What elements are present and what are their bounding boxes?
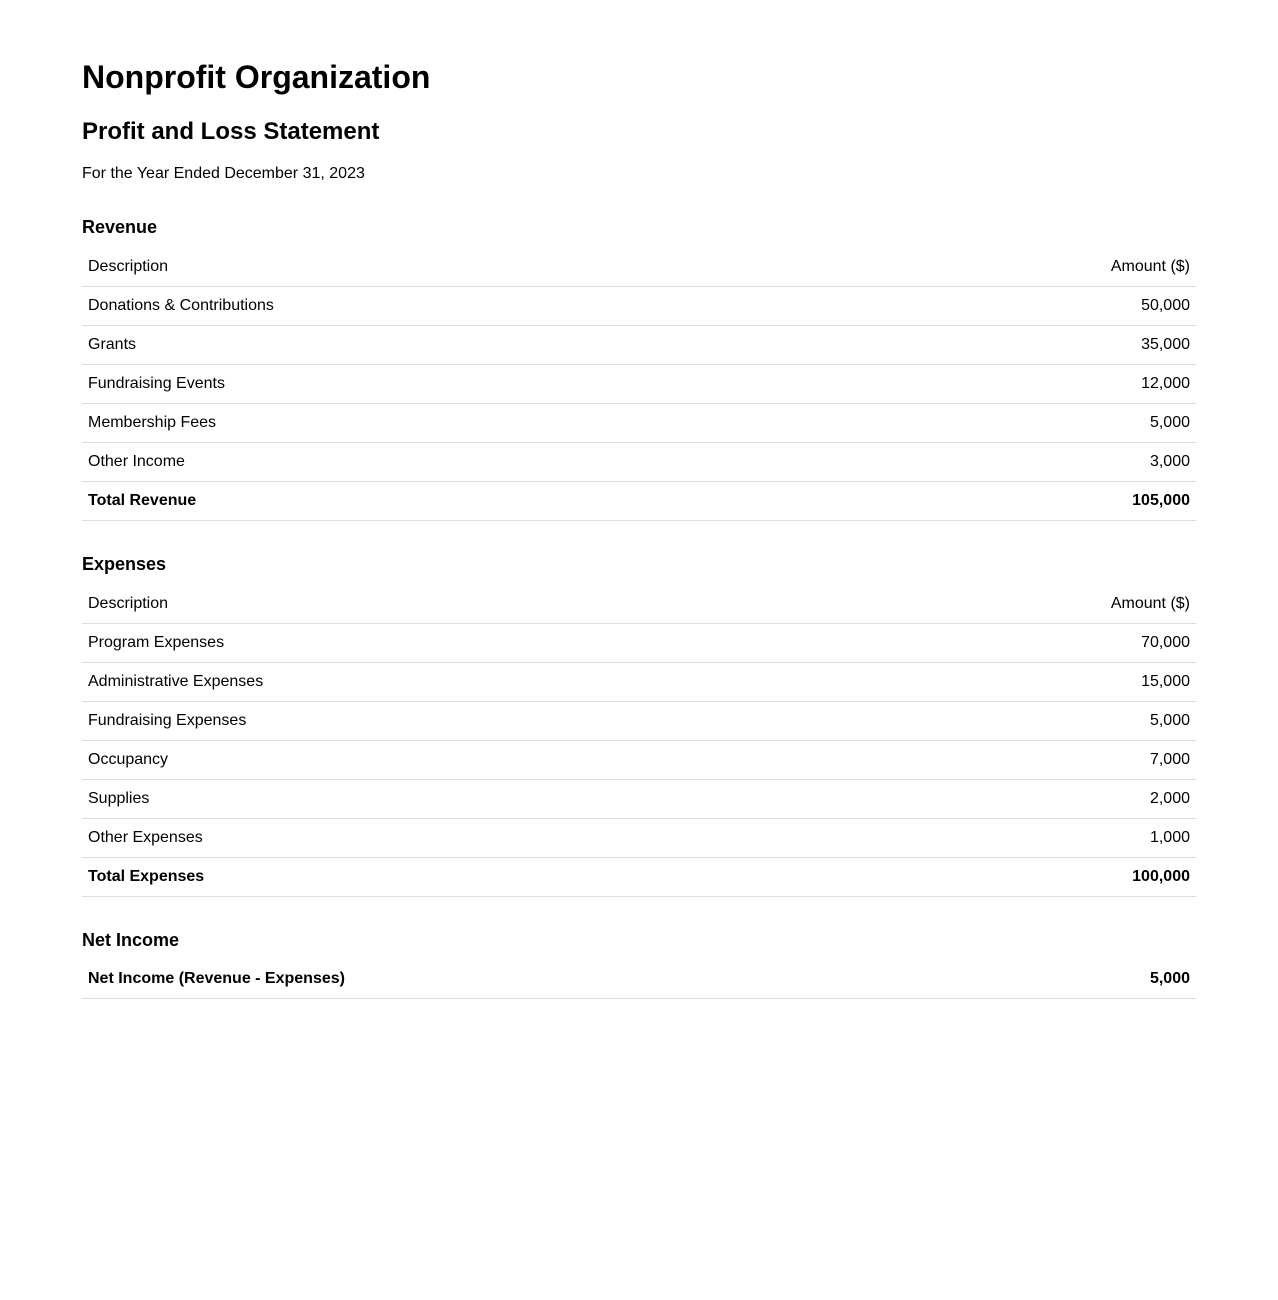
description-cell: Description xyxy=(82,248,845,287)
revenue-table xyxy=(82,248,1196,521)
table-row xyxy=(82,663,1196,702)
table-row xyxy=(82,624,1196,663)
amount-cell: 70,000 xyxy=(831,624,1196,663)
expenses-heading: Expenses xyxy=(82,554,167,574)
amount-cell: 50,000 xyxy=(845,287,1196,326)
amount-cell: 105,000 xyxy=(845,482,1196,521)
table-header-row xyxy=(82,585,1196,624)
amount-cell: 15,000 xyxy=(831,663,1196,702)
net-income-amount: 5,000 xyxy=(1015,960,1196,999)
amount-cell: 5,000 xyxy=(845,404,1196,443)
table-row xyxy=(82,404,1196,443)
description-cell: Program Expenses xyxy=(82,624,831,663)
amount-cell: 7,000 xyxy=(831,741,1196,780)
description-cell: Fundraising Events xyxy=(82,365,845,404)
net-income-row xyxy=(82,960,1196,999)
net-income-heading: Net Income xyxy=(82,930,180,950)
description-cell: Administrative Expenses xyxy=(82,663,831,702)
amount-cell: 12,000 xyxy=(845,365,1196,404)
amount-cell: 100,000 xyxy=(831,858,1196,897)
description-cell: Total Expenses xyxy=(82,858,831,897)
amount-cell: 5,000 xyxy=(831,702,1196,741)
amount-cell: 35,000 xyxy=(845,326,1196,365)
revenue-heading: Revenue xyxy=(82,217,158,237)
table-row xyxy=(82,819,1196,858)
description-cell: Fundraising Expenses xyxy=(82,702,831,741)
total-row xyxy=(82,482,1196,521)
table-row xyxy=(82,365,1196,404)
table-row xyxy=(82,287,1196,326)
description-cell: Donations & Contributions xyxy=(82,287,845,326)
period: For the Year Ended December 31, 2023 xyxy=(82,165,365,182)
total-row xyxy=(82,858,1196,897)
description-cell: Grants xyxy=(82,326,845,365)
table-header-row xyxy=(82,248,1196,287)
description-cell: Total Revenue xyxy=(82,482,845,521)
amount-cell: 3,000 xyxy=(845,443,1196,482)
table-row xyxy=(82,702,1196,741)
description-cell: Occupancy xyxy=(82,741,831,780)
amount-cell: Amount ($) xyxy=(845,248,1196,287)
description-cell: Description xyxy=(82,585,831,624)
expenses-section xyxy=(82,554,1196,897)
statement-title: Profit and Loss Statement xyxy=(82,118,380,145)
net-income-label: Net Income (Revenue - Expenses) xyxy=(82,960,1015,999)
description-cell: Supplies xyxy=(82,780,831,819)
org-name: Nonprofit Organization xyxy=(82,59,431,95)
amount-cell: Amount ($) xyxy=(831,585,1196,624)
table-row xyxy=(82,780,1196,819)
amount-cell: 2,000 xyxy=(831,780,1196,819)
table-row xyxy=(82,326,1196,365)
revenue-section xyxy=(82,217,1196,521)
expenses-table xyxy=(82,585,1196,897)
net-income-section xyxy=(82,930,1196,999)
description-cell: Other Income xyxy=(82,443,845,482)
net-income-table xyxy=(82,960,1196,999)
table-row xyxy=(82,443,1196,482)
description-cell: Membership Fees xyxy=(82,404,845,443)
amount-cell: 1,000 xyxy=(831,819,1196,858)
table-row xyxy=(82,741,1196,780)
description-cell: Other Expenses xyxy=(82,819,831,858)
